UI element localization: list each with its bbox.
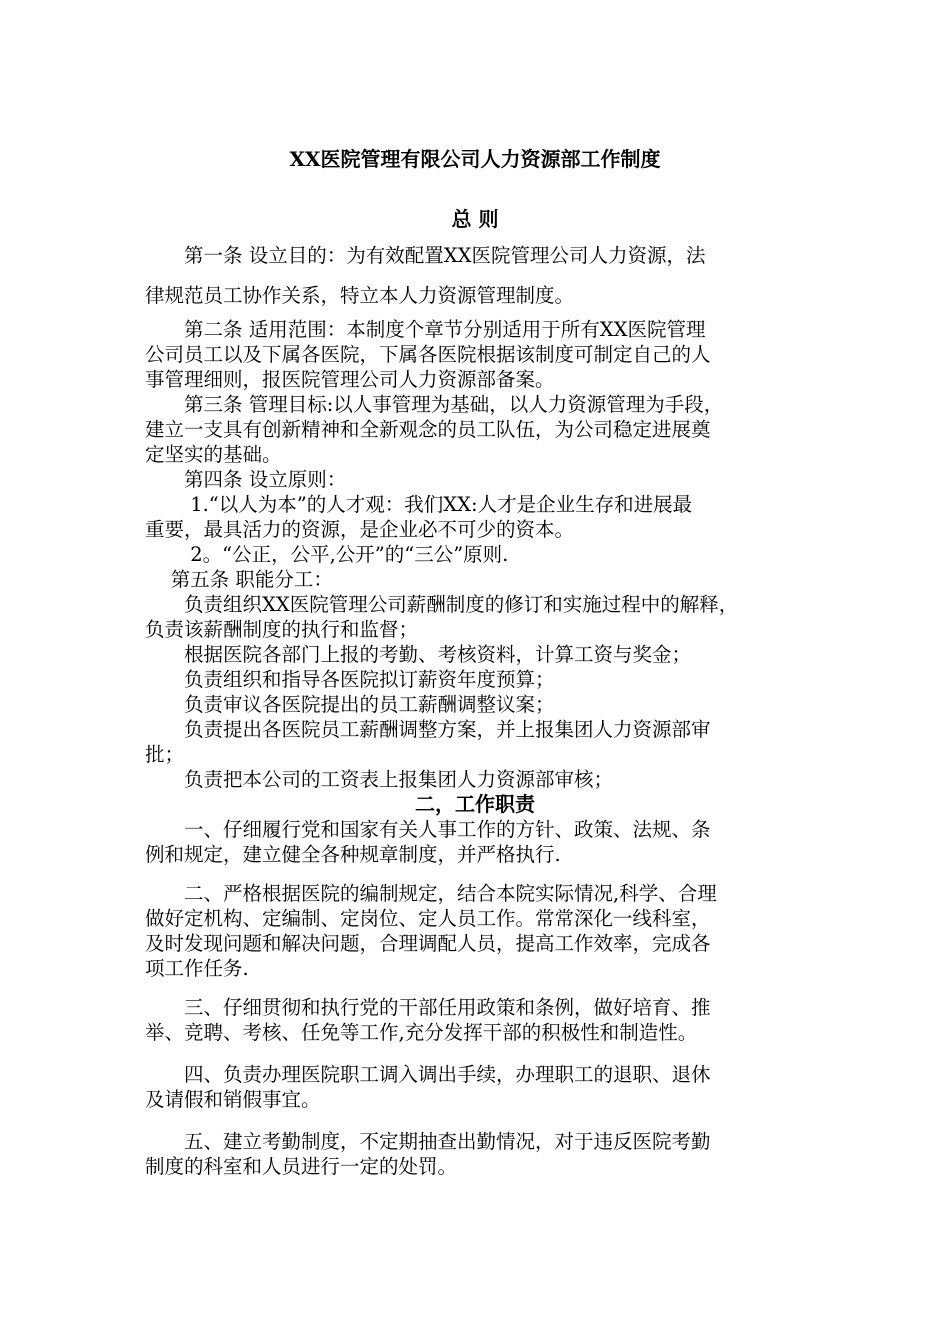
text-line: 负责该薪酬制度的执行和监督； [145, 618, 419, 641]
text-line: 一、仔细履行党和国家有关人事工作的方针、政策、法规、条 [145, 818, 711, 841]
text-line: 制度的科室和人员进行一定的处罚。 [145, 1155, 458, 1178]
text-line: 及请假和销假事宜。 [145, 1088, 321, 1111]
text-line: 第四条 设立原则： [145, 468, 347, 491]
text-line: 负责审议各医院提出的员工薪酬调整议案； [145, 693, 555, 716]
text-line: 四、负责办理医院职工调入调出手续，办理职工的退职、退休 [145, 1063, 711, 1086]
section-heading-general: 总 则 [451, 207, 499, 231]
text-line: 建立一支具有创新精神和全新观念的员工队伍，为公司稳定进展奠 [145, 418, 711, 441]
text-line: 1.“以人为本”的人才观：我们XX:人才是企业生存和进展最 [145, 493, 693, 516]
text-line: 第五条 职能分工： [145, 568, 333, 591]
text-line: 第三条 管理目标:以人事管理为基础，以人力资源管理为手段， [145, 393, 724, 416]
text-line: 批； [145, 743, 185, 766]
text-line: 例和规定，建立健全各种规章制度，并严格执行. [145, 843, 561, 866]
text-line: 第二条 适用范围：本制度个章节分别适用于所有XX医院管理 [145, 318, 706, 341]
text-line: 定坚实的基础。 [145, 443, 282, 466]
text-line: 重要，最具活力的资源，是企业必不可少的资本。 [145, 518, 575, 541]
document-title: XX医院管理有限公司人力资源部工作制度 [289, 147, 661, 171]
text-line: 根据医院各部门上报的考勤、考核资料，计算工资与奖金； [145, 643, 692, 666]
text-line: 做好定机构、定编制、定岗位、定人员工作。常常深化一线科室， [145, 907, 711, 930]
text-line: 律规范员工协作关系，特立本人力资源管理制度。 [145, 284, 575, 307]
text-line: 及时发现问题和解决问题，合理调配人员，提高工作效率，完成各 [145, 932, 711, 955]
text-line: 2。“公正，公平,公开”的“三公”原则. [145, 543, 509, 566]
text-line: 三、仔细贯彻和执行党的干部任用政策和条例，做好培育、推 [145, 996, 711, 1019]
text-line: 负责组织和指导各医院拟订薪资年度预算； [145, 668, 555, 691]
text-line: 举、竞聘、考核、任免等工作,充分发挥干部的积极性和制造性。 [145, 1021, 698, 1044]
text-line: 事管理细则，报医院管理公司人力资源部备案。 [145, 368, 555, 391]
text-line: 二、严格根据医院的编制规定，结合本院实际情况,科学、合理 [145, 882, 717, 905]
text-line: 项工作任务. [145, 957, 249, 980]
text-line: 五、建立考勤制度，不定期抽查出勤情况，对于违反医院考勤 [145, 1130, 711, 1153]
text-line: 负责把本公司的工资表上报集团人力资源部审核； [145, 768, 614, 791]
text-line: 负责提出各医院员工薪酬调整方案，并上报集团人力资源部审 [145, 718, 711, 741]
text-line: 负责组织XX医院管理公司薪酬制度的修订和实施过程中的解释， [145, 593, 739, 616]
text-line: 第一条 设立目的：为有效配置XX医院管理公司人力资源，法 [145, 244, 706, 267]
text-line: 公司员工以及下属各医院，下属各医院根据该制度可制定自己的人 [145, 343, 711, 366]
section-heading-duties: 二，工作职责 [415, 792, 535, 816]
